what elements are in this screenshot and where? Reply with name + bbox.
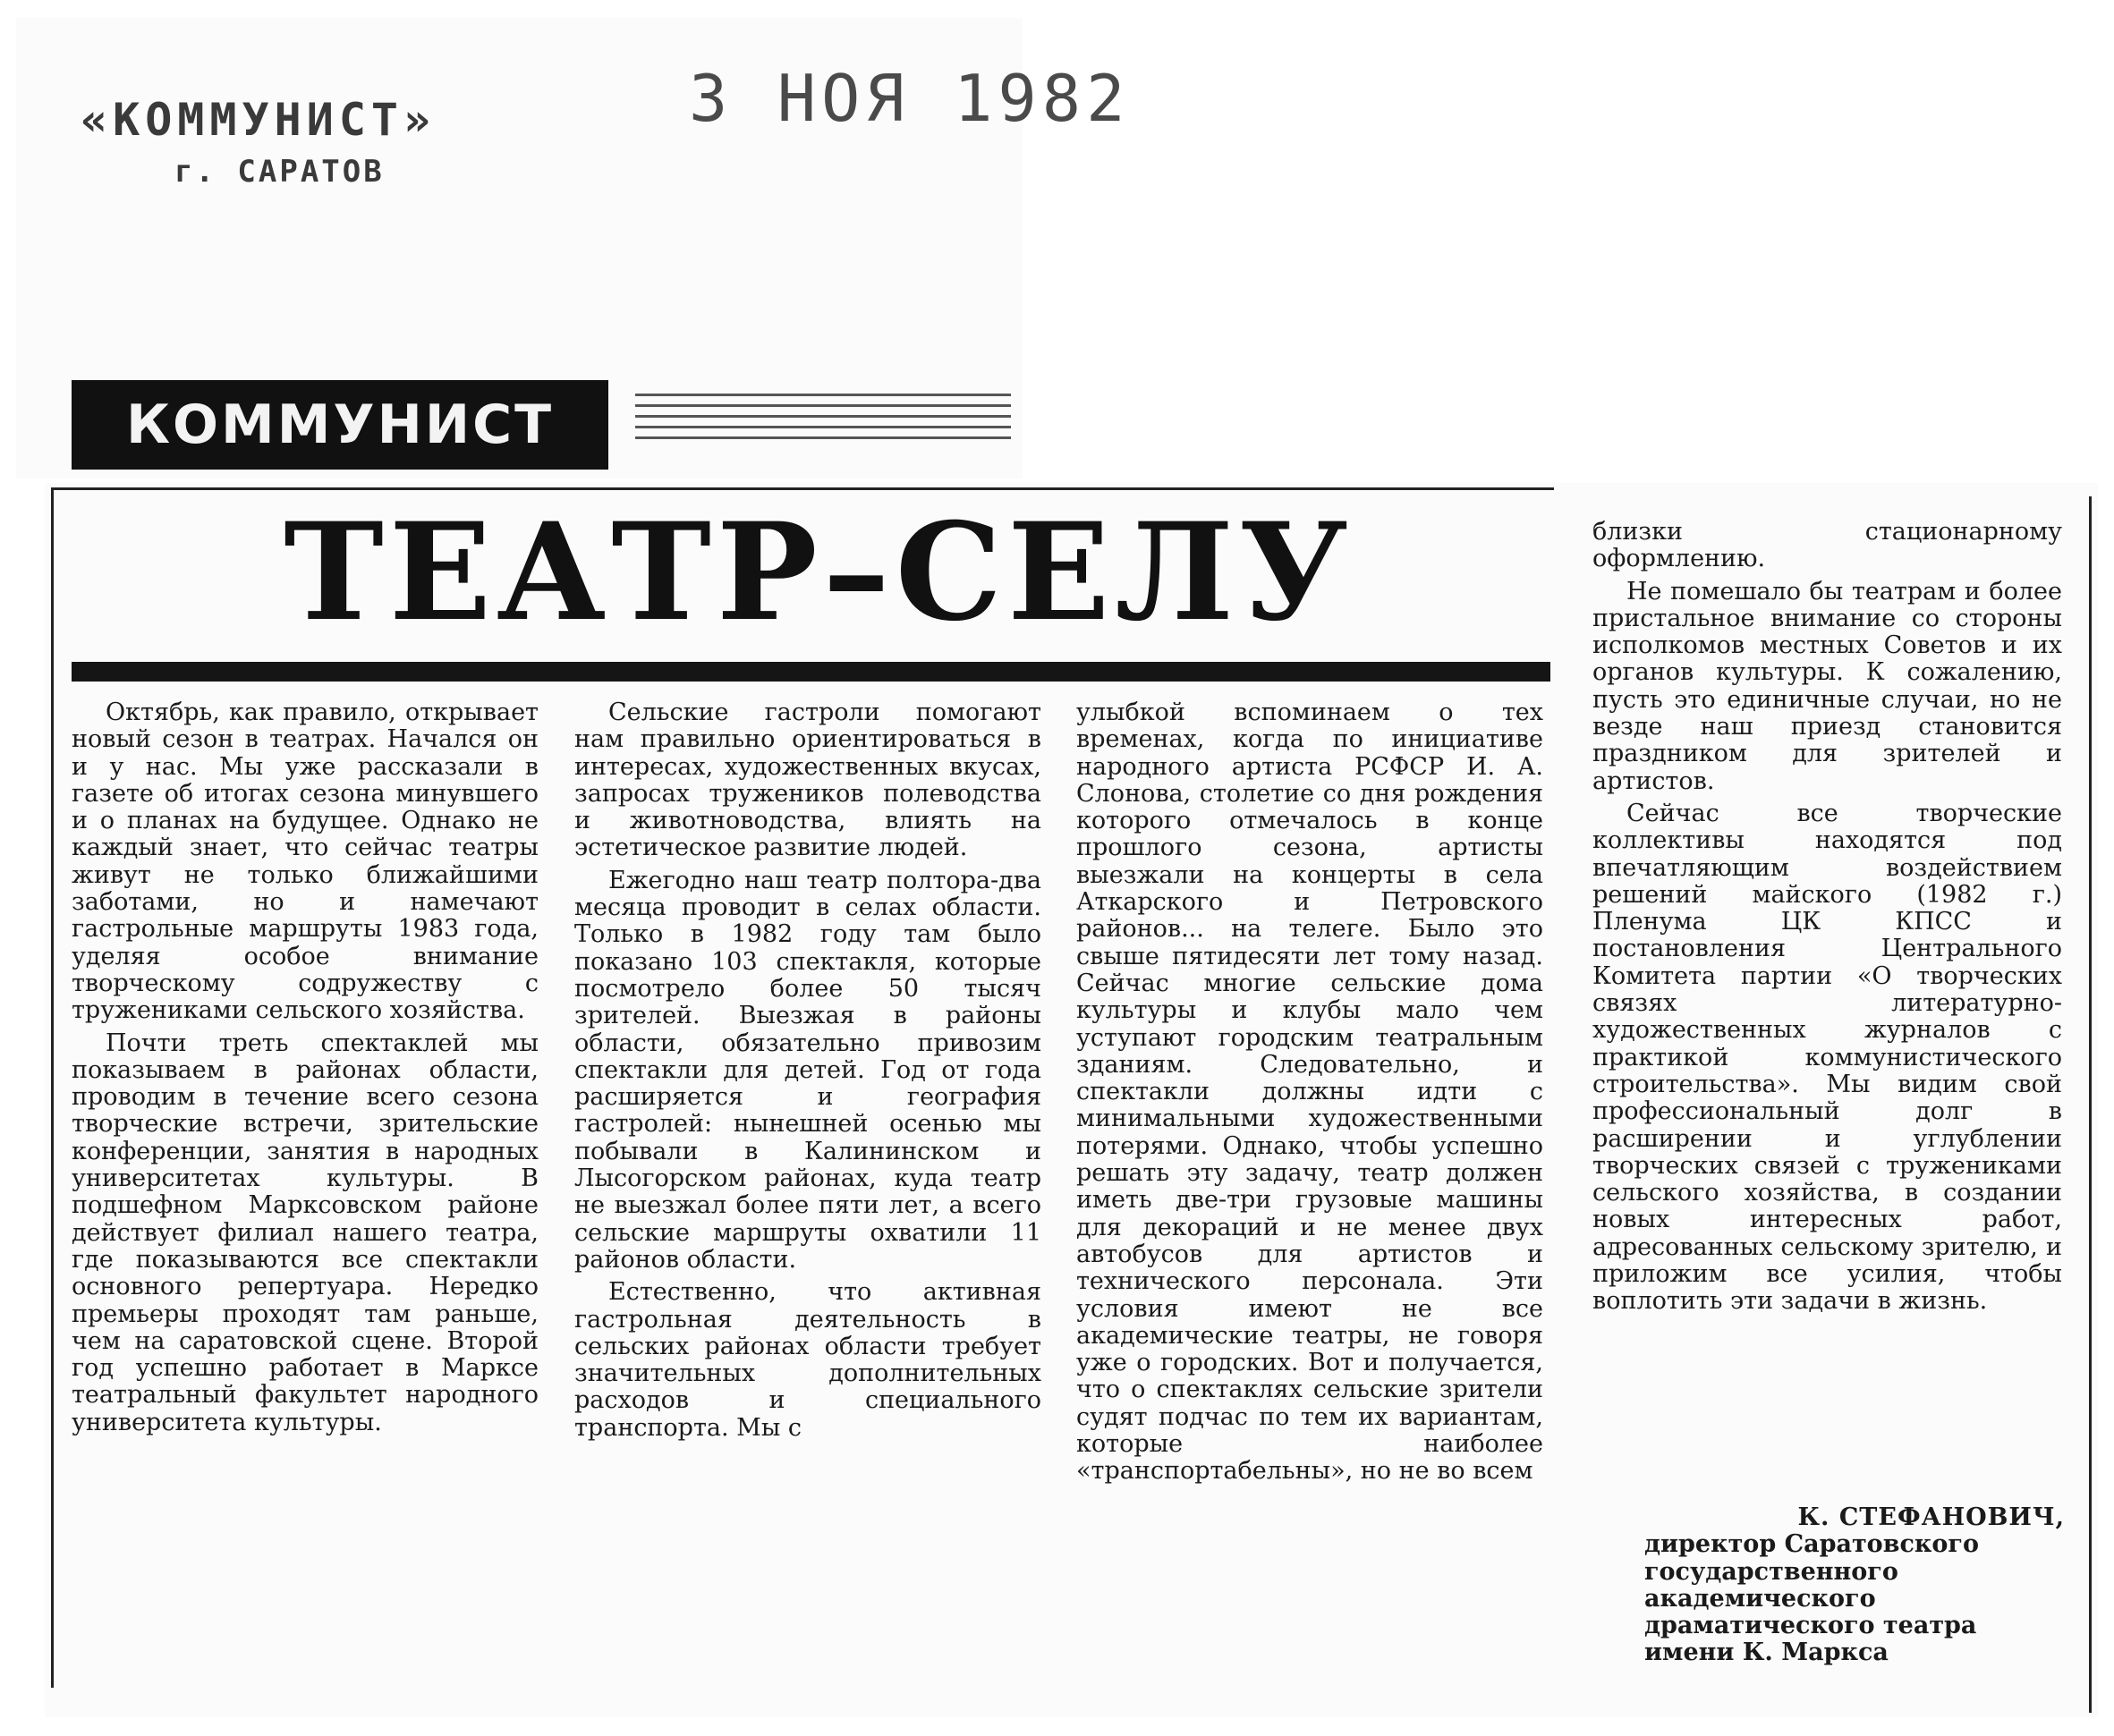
article-frame-left [51, 487, 54, 1688]
article-column-2 [574, 699, 1041, 1447]
author-title: директор Саратовского государственного академического драматического театра имени К. Маркса [1644, 1530, 1979, 1667]
stamp-city: г. САРАТОВ [174, 154, 385, 190]
paragraph: Не помешало бы театрам и более пристальное внимание со стороны исполкомов местных Советов и их органов культуры. К сожалению, пусть это единичные случаи, но не везде наш приезд становится праздником для зрителей и артистов. [1592, 577, 2062, 795]
paragraph: Естественно, что активная гастрольная деятельность в сельских районах области требует значительных дополнительных расходов и специального транспорта. Мы с [574, 1278, 1041, 1442]
article-frame-top [51, 487, 1554, 490]
masthead-decorative-rule [635, 394, 1011, 447]
paragraph: Почти треть спектаклей мы показываем в районах области, проводим в течение всего сезона творческие встречи, зрительские конференции, занятия в народных университетах культуры. В подшефном Марксовском районе действует филиал нашего театра, где показываются все спектакли основного репертуара. Нередко премьеры проходят там раньше, чем на саратовской сцене. Второй год успешно работает в Марксе театральный факультет народного университета культуры. [72, 1029, 539, 1436]
paragraph: Октябрь, как правило, открывает новый сезон в театрах. Начался он и у нас. Мы уже рассказали в газете об итогах сезона минувшего и о планах на будущее. Однако не каждый знает, что сейчас театры живут не только ближайшими заботами, но и намечают гастрольные маршруты 1983 года, уделяя особое внимание творческому содружеству с тружениками сельского хозяйства. [72, 699, 539, 1025]
newspaper-masthead: КОММУНИСТ [72, 380, 608, 470]
article-column-3 [1076, 699, 1543, 1491]
author-name: К. СТЕФАНОВИЧ, [1797, 1503, 2065, 1531]
paragraph: близки стационарному оформлению. [1592, 518, 2062, 573]
stamp-newspaper-name: «КОММУНИСТ» [81, 94, 437, 146]
article-column-4 [1592, 519, 2062, 1321]
article-column-1 [72, 699, 539, 1442]
paragraph: Сейчас все творческие коллективы находятся под впечатляющим воздействием решений майского (1982 г.) Пленума ЦК КПСС и постановления Центрального Комитета партии «О творческих связях литературно-художественных журналов с практикой коммунистического строительства». Мы видим свой профессиональный долг в расширении и углублении творческих связей с тружениками сельского хозяйства, в создании новых интересных работ, адресованных сельскому зрителю, и приложим все усилия, чтобы воплотить эти задачи в жизнь. [1592, 799, 2062, 1316]
author-signature [1644, 1504, 2065, 1667]
paragraph: Ежегодно наш театр полтора-два месяца проводит в селах области. Только в 1982 году там было показано 103 спектакля, которые посмотрело более 50 тысяч зрителей. Выезжая в районы области, обязательно привозим спектакли для детей. Год от года расширяется и география гастролей: нынешней осенью мы побывали в Калининском и Лысогорском районах, куда театр не выезжал более пяти лет, а всего сельские маршруты охватили 11 районов области. [574, 866, 1041, 1274]
paragraph: улыбкой вспоминаем о тех временах, когда по инициативе народного артиста РСФСР И. А. Слонова, столетие со дня рождения которого отмечалось в конце прошлого сезона, артисты выезжали на концерты в села Аткарского и Петровского районов... на телеге. Было это свыше пятидесяти лет тому назад. Сейчас многие сельские дома культуры и клубы мало чем уступают городским театральным зданиям. Следовательно, и спектакли должны идти с минимальными художественными потерями. Однако, чтобы успешно решать эту задачу, театр должен иметь две-три грузовые машины для декораций и не менее двух автобусов для артистов и технического персонала. Эти условия имеют не все академические театры, не говоря уже о городских. Вот и получается, что о спектаклях сельские зрители судят подчас по тем их вариантам, которые наиболее «транспортабельны», но не во всем [1076, 699, 1543, 1486]
stamp-date: 3 НОЯ 1982 [689, 61, 1131, 136]
paragraph: Сельские гастроли помогают нам правильно ориентироваться в интересах, художественных вкусах, запросах тружеников полеводства и животноводства, влиять на эстетическое развитие людей. [574, 699, 1041, 862]
article-frame-right [2089, 496, 2092, 1713]
headline-rule [72, 662, 1550, 682]
article-headline: ТЕАТР–СЕЛУ [284, 494, 1354, 651]
